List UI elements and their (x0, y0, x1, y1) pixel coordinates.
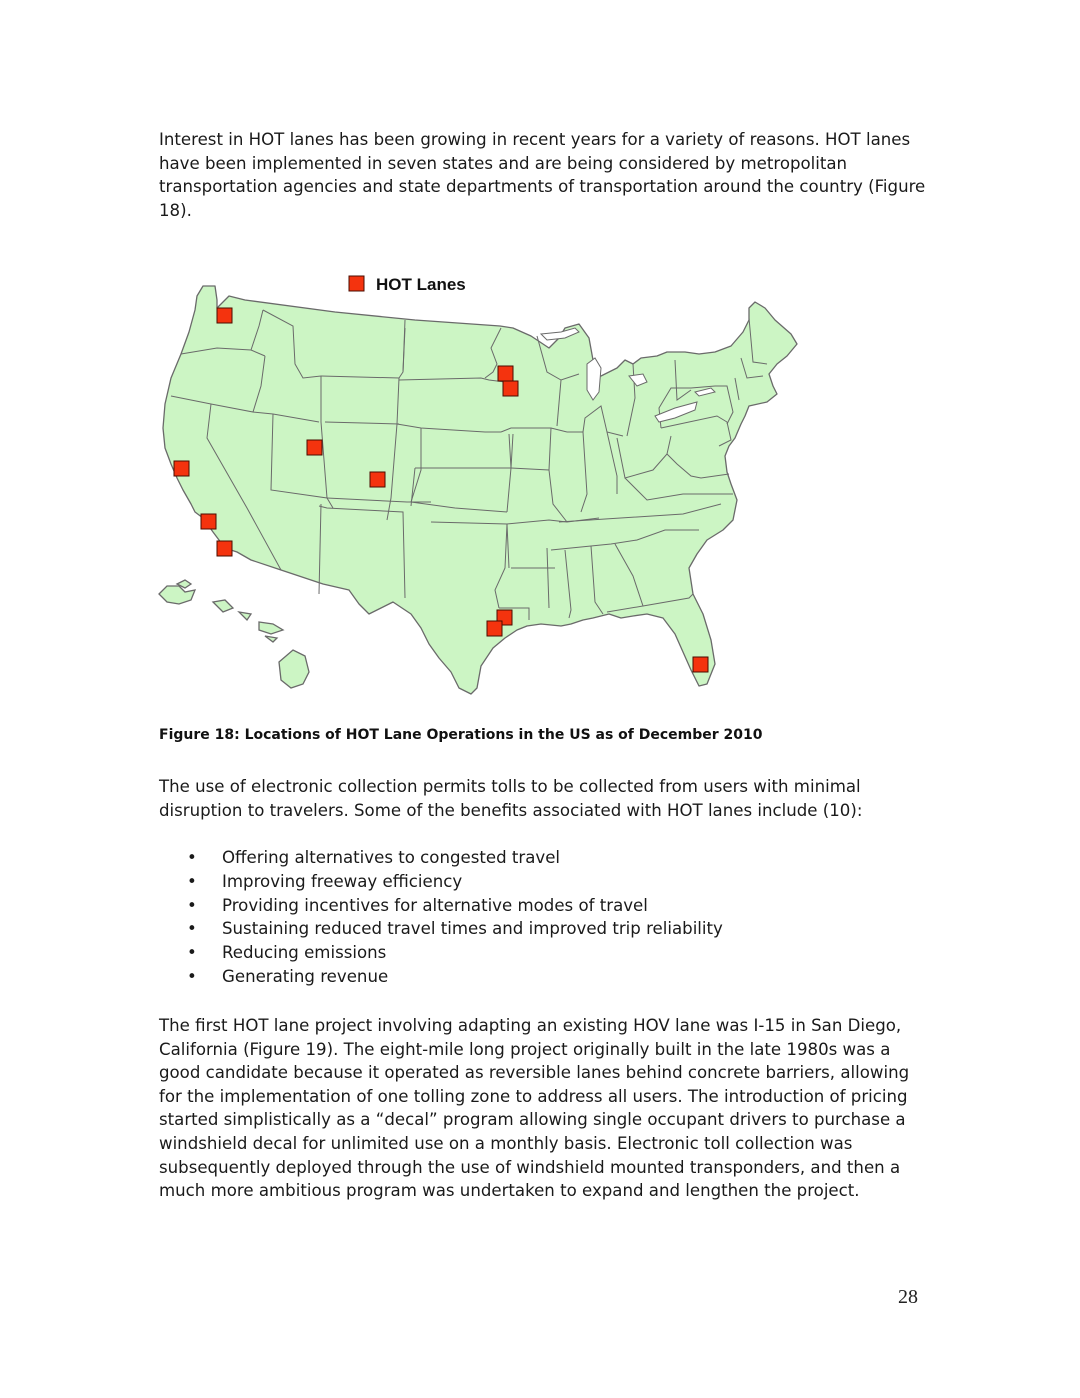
bullet-icon: • (187, 895, 197, 915)
legend-swatch (349, 276, 364, 291)
list-item: • Sustaining reduced travel times and improved trip reliability (187, 917, 723, 941)
benefits-intro-paragraph: The use of electronic collection permits tolls to be collected from users with minimal disruption to travelers. Some of the benefits associated with HOT lanes include (10): (159, 777, 863, 820)
intro-paragraph: Interest in HOT lanes has been growing in recent years for a variety of reasons. HOT lanes have been implemented in seven states and are being considered by metropolitan transportation agencies and state departments of transportation around the country (Figure 18). (159, 130, 926, 220)
bullet-icon: • (187, 919, 197, 939)
us-mainland (163, 286, 797, 694)
benefits-list (187, 846, 723, 989)
us-map (155, 268, 815, 708)
hot-lane-marker (370, 472, 385, 487)
list-item: • Reducing emissions (187, 941, 723, 965)
hot-lane-marker (487, 621, 502, 636)
bullet-icon: • (187, 871, 197, 891)
i15-project-paragraph: The first HOT lane project involving adapting an existing HOV lane was I-15 in San Diego, California (Figure 19). The eight-mile long project originally built in the late 1980s was a good candidate because it operated as reversible lanes behind concrete barriers, allowing for the implementation of one tolling zone to address all users. The introduction of pricing started simplistically as a “decal” program allowing single occupant drivers to purchase a windshield decal for unlimited use on a monthly basis. Electronic toll collection was subsequently deployed through the use of windshield mounted transponders, and then a much more ambitious program was undertaken to expand and lengthen the project. (159, 1016, 910, 1201)
bullet-icon: • (187, 966, 197, 986)
list-item: • Generating revenue (187, 965, 723, 989)
hot-lane-marker (201, 514, 216, 529)
hot-lane-marker (498, 366, 513, 381)
legend-label: HOT Lanes (376, 275, 466, 294)
page-number: 28 (898, 1286, 918, 1308)
hot-lane-marker (217, 308, 232, 323)
list-item: • Providing incentives for alternative modes of travel (187, 894, 723, 918)
figure-caption: Figure 18: Locations of HOT Lane Operations in the US as of December 2010 (159, 727, 763, 743)
alaska (159, 580, 195, 604)
hot-lane-marker (217, 541, 232, 556)
bullet-icon: • (187, 848, 197, 867)
legend (349, 275, 466, 294)
hot-lane-marker (174, 461, 189, 476)
hot-lane-marker (503, 381, 518, 396)
hawaii (213, 600, 309, 688)
hot-lane-marker (307, 440, 322, 455)
hot-lane-marker (693, 657, 708, 672)
hot-lanes-map-figure (155, 268, 815, 708)
list-item: • Offering alternatives to congested travel (187, 846, 723, 870)
list-item: • Improving freeway efficiency (187, 870, 723, 894)
bullet-icon: • (187, 943, 197, 963)
